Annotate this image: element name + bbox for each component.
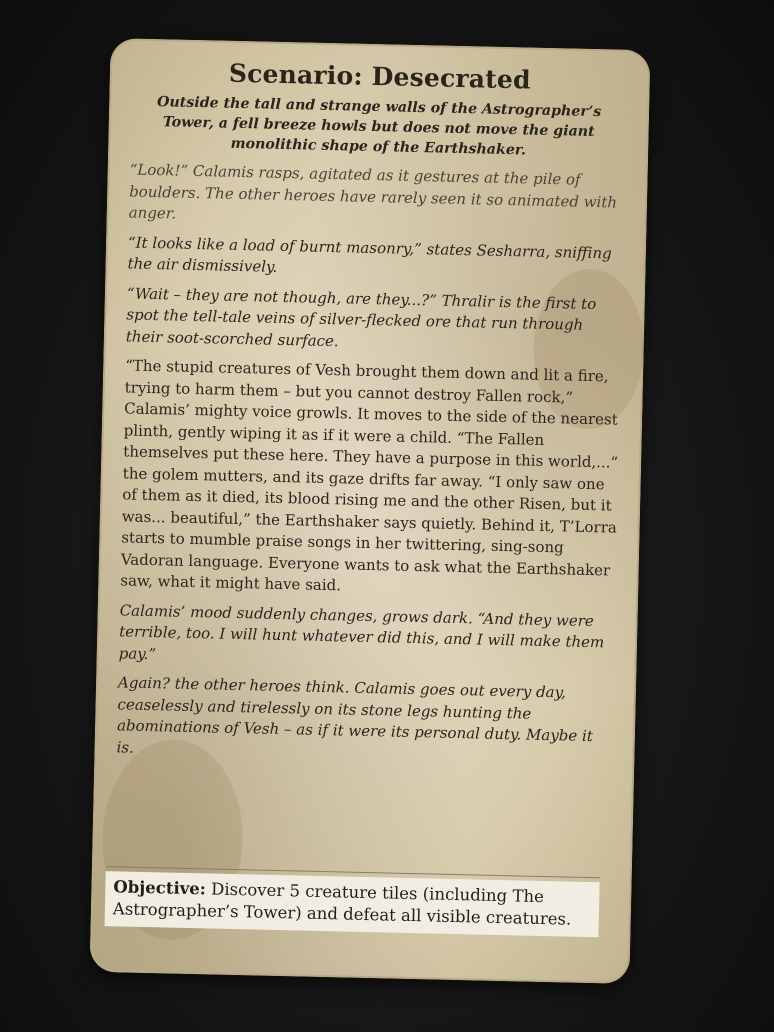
story-paragraph: Calamis’ mood suddenly changes, grows dark. “And they were terrible, too. I will hunt whatever did this, and I will make them pay.” xyxy=(118,600,605,663)
card-body xyxy=(116,56,628,777)
objective-label: Objective: xyxy=(113,877,207,899)
objective-text: Discover 5 creature tiles (including The Astrographer’s Tower) and defeat all visible creatures. xyxy=(112,879,572,929)
scenario-intro: Outside the tall and strange walls of the Astrographer’s Tower, a fell breeze howls but does not move the giant monolithic shape of the Earthshaker. xyxy=(156,94,602,159)
story-paragraph: “It looks like a load of burnt masonry,” states Sesharra, sniffing the air dismissively. xyxy=(127,232,612,276)
scenario-card xyxy=(89,38,650,984)
scenario-title: Scenario: Desecrated xyxy=(228,58,532,95)
story-paragraph: “Look!” Calamis rasps, agitated as it gestures at the pile of boulders. The other heroes have rarely seen it so animated with anger. xyxy=(128,160,618,223)
story-paragraph: “The stupid creatures of Vesh brought them down and lit a fire, trying to harm them – but you cannot destroy Fallen rock,” Calamis’ mighty voice growls. It moves to the side of the nearest plinth, gently wiping it as if it were a child. “The Fallen themselves put these here. They have a purpose in this world,...” the golem mutters, and its gaze drifts far away. “I only saw one of them as it died, its blood rising me and the other Risen, but it was... beautiful,” the Earthshaker says quietly. Behind it, T’Lorra starts to mumble praise songs in her twittering, sing-song Vadoran language. Everyone wants to ask what the Earthshaker saw, what it might have said. xyxy=(120,356,619,595)
objective-section xyxy=(105,866,600,937)
story-paragraph: “Wait – they are not though, are they...?” Thralir is the first to spot the tell-tale veins of silver-flecked ore that run through their soot-scorched surface. xyxy=(125,283,597,350)
objective-box xyxy=(105,871,600,937)
story-paragraph: Again? the other heroes think. Calamis goes out every day, ceaselessly and tirelessly on its stone legs hunting the abominations of Vesh – as if it were its personal duty. Maybe it is. xyxy=(116,673,594,757)
